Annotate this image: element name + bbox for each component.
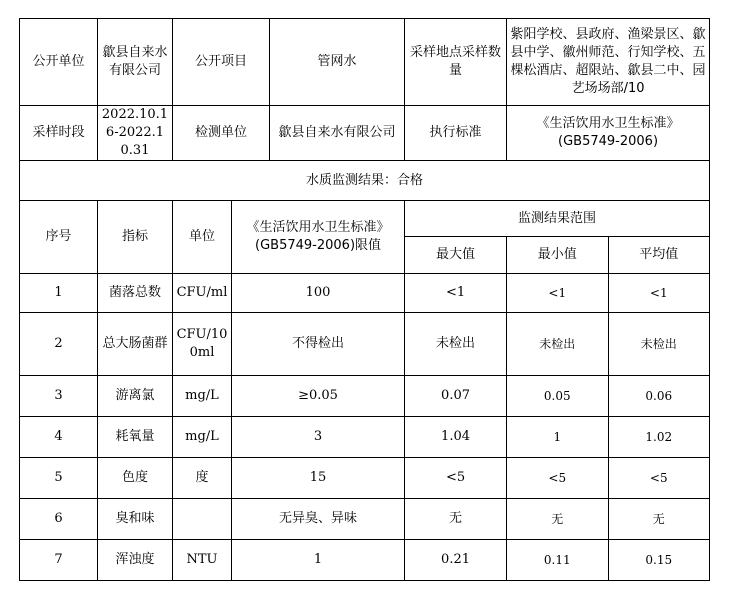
row-min: 0.11: [507, 540, 609, 580]
row-min: 无: [507, 499, 609, 539]
publish-item-value: 管网水: [270, 19, 405, 106]
row-index: 6: [20, 499, 98, 540]
row-minavg: [507, 274, 710, 313]
testing-unit-value: 歙县自来水有限公司: [270, 106, 405, 161]
testing-unit-label: 检测单位: [173, 106, 270, 161]
standard-value: [507, 106, 710, 161]
result-banner-row: [20, 161, 710, 201]
row-max: 无: [405, 499, 507, 540]
col-minavg-header: [507, 237, 710, 274]
row-avg: 无: [652, 512, 665, 526]
row-max: 0.21: [405, 540, 507, 581]
row-indicator: 浑浊度: [98, 540, 173, 581]
col-index-header: 序号: [20, 201, 98, 274]
row-indicator: 菌落总数: [98, 274, 173, 313]
col-limit-header-line1: 《生活饮用水卫生标准》: [246, 220, 390, 235]
header-row-1: [20, 19, 710, 106]
row-index: 7: [20, 540, 98, 581]
col-indicator-header: 指标: [98, 201, 173, 274]
column-header-row-1: [20, 201, 710, 237]
row-unit: mg/L: [173, 376, 232, 417]
col-limit-header-line2: (GB5749-2006)限值: [255, 238, 382, 253]
publish-item-label: 公开项目: [173, 19, 270, 106]
row-indicator: 色度: [98, 458, 173, 499]
row-unit: mg/L: [173, 417, 232, 458]
row-limit: 15: [232, 458, 405, 499]
col-avg-header: 平均值: [639, 247, 679, 262]
row-indicator: 游离氯: [98, 376, 173, 417]
row-unit: [173, 499, 232, 540]
table-row: [20, 499, 710, 540]
water-quality-table: [19, 18, 710, 581]
row-minavg: [507, 313, 710, 376]
table-row: [20, 274, 710, 313]
row-unit: NTU: [173, 540, 232, 581]
publish-unit-value: 歙县自来水有限公司: [98, 19, 173, 106]
row-minavg: [507, 417, 710, 458]
row-unit: CFU/ml: [173, 274, 232, 313]
row-min: 0.05: [507, 376, 609, 416]
row-minavg: [507, 540, 710, 581]
row-min: 未检出: [507, 313, 609, 375]
result-banner: 水质监测结果：合格: [20, 161, 710, 201]
row-index: 3: [20, 376, 98, 417]
row-minavg: [507, 376, 710, 417]
row-limit: ≥0.05: [232, 376, 405, 417]
row-minavg: [507, 499, 710, 540]
row-max: 未检出: [405, 313, 507, 376]
row-indicator: 臭和味: [98, 499, 173, 540]
row-index: 1: [20, 274, 98, 313]
table-row: [20, 540, 710, 581]
standard-label: 执行标准: [405, 106, 507, 161]
standard-value-line2: (GB5749-2006): [558, 134, 659, 149]
row-minavg: [507, 458, 710, 499]
standard-value-line1: 《生活饮用水卫生标准》: [536, 116, 680, 131]
row-index: 4: [20, 417, 98, 458]
sampling-site-label: 采样地点采样数量: [405, 19, 507, 106]
row-max: <5: [405, 458, 507, 499]
row-avg: 0.06: [645, 389, 673, 403]
col-range-group-header: 监测结果范围: [405, 201, 710, 237]
sampling-site-value: 紫阳学校、县政府、渔梁景区、歙县中学、徽州师范、行知学校、五棵松酒店、超限站、歙县二中、园艺场场部/10: [507, 19, 710, 106]
row-index: 5: [20, 458, 98, 499]
row-avg: <5: [649, 471, 668, 485]
row-avg: 1.02: [645, 430, 673, 444]
row-limit: 1: [232, 540, 405, 581]
row-min: 1: [507, 417, 609, 457]
row-min: <1: [507, 274, 609, 312]
row-max: 1.04: [405, 417, 507, 458]
row-min: <5: [507, 458, 609, 498]
row-limit: 3: [232, 417, 405, 458]
row-limit: 不得检出: [232, 313, 405, 376]
row-avg: 未检出: [640, 337, 677, 351]
col-max-header: 最大值: [405, 237, 507, 274]
table-row: [20, 376, 710, 417]
table-row: [20, 458, 710, 499]
col-unit-header: 单位: [173, 201, 232, 274]
row-max: 0.07: [405, 376, 507, 417]
col-min-header: 最小值: [507, 237, 609, 273]
row-limit: 无异臭、异味: [232, 499, 405, 540]
table-row: [20, 313, 710, 376]
row-index: 2: [20, 313, 98, 376]
sampling-period-label: 采样时段: [20, 106, 98, 161]
row-max: <1: [405, 274, 507, 313]
row-avg: 0.15: [645, 553, 673, 567]
header-row-2: [20, 106, 710, 161]
row-indicator: 耗氧量: [98, 417, 173, 458]
row-indicator: 总大肠菌群: [98, 313, 173, 376]
row-unit: CFU/100ml: [173, 313, 232, 376]
sampling-period-value: 2022.10.16-2022.10.31: [98, 106, 173, 161]
row-limit: 100: [232, 274, 405, 313]
table-row: [20, 417, 710, 458]
publish-unit-label: 公开单位: [20, 19, 98, 106]
row-unit: 度: [173, 458, 232, 499]
row-avg: <1: [649, 286, 668, 300]
col-limit-header: [232, 201, 405, 274]
